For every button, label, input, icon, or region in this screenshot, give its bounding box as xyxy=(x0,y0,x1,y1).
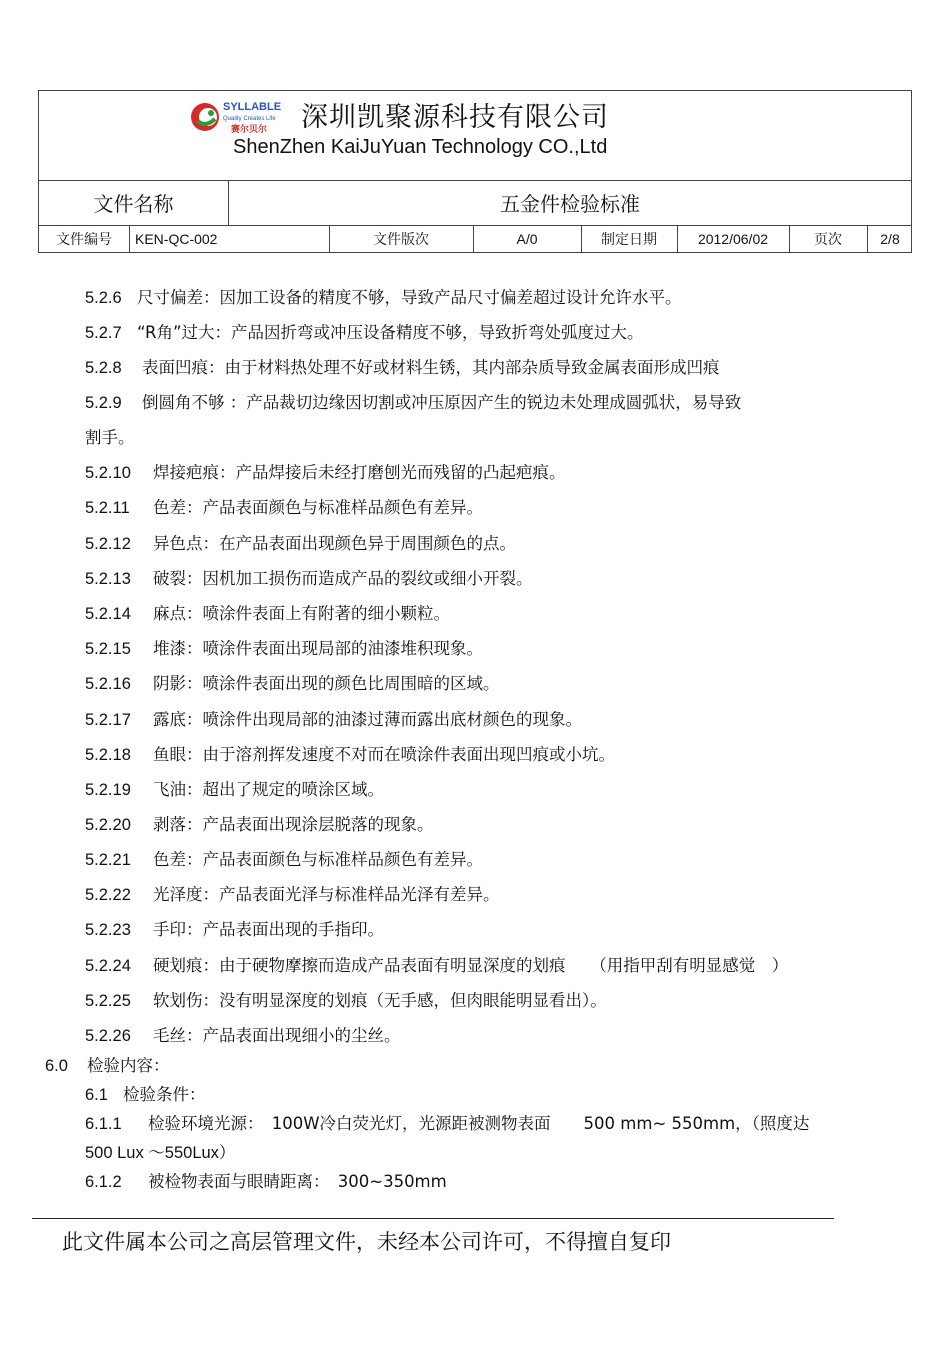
list-item: 5.2.19 飞油：超出了规定的喷涂区域。 xyxy=(85,780,384,799)
doc-name-label: 文件名称 xyxy=(93,192,174,216)
page-value: 2/8 xyxy=(880,231,900,247)
list-item: 5.2.23 手印：产品表面出现的手指印。 xyxy=(85,920,384,939)
list-item: 5.2.21 色差：产品表面颜色与标准样品颜色有差异。 xyxy=(85,850,483,869)
list-item: 5.2.20 剥落：产品表面出现涂层脱落的现象。 xyxy=(85,815,434,834)
version-value: A/0 xyxy=(516,231,538,247)
section-heading: 6.0 检验内容： xyxy=(45,1056,170,1075)
list-item: 5.2.17 露底：喷涂件出现局部的油漆过薄而露出底材颜色的现象。 xyxy=(85,710,582,729)
doc-no-label: 文件编号 xyxy=(56,232,112,248)
svg-text:赛尔贝尔: 赛尔贝尔 xyxy=(231,125,268,135)
list-item: 6.1.2 被检物表面与眼睛距离： 300~350mm xyxy=(85,1172,447,1191)
list-item: 5.2.26 毛丝：产品表面出现细小的尘丝。 xyxy=(85,1026,401,1045)
list-item: 5.2.11 色差：产品表面颜色与标准样品颜色有差异。 xyxy=(85,498,483,517)
list-item: 5.2.15 堆漆：喷涂件表面出现局部的油漆堆积现象。 xyxy=(85,639,483,658)
doc-no-value: KEN-QC-002 xyxy=(135,231,218,247)
list-item: 5.2.10 焊接疤痕：产品焊接后未经打磨刨光而残留的凸起疤痕。 xyxy=(85,463,566,482)
footer-notice: 此文件属本公司之高层管理文件，未经本公司许可，不得擅自复印 xyxy=(62,1230,671,1254)
version-label: 文件版次 xyxy=(373,232,429,248)
list-item: 5.2.13 破裂：因机加工损伤而造成产品的裂纹或细小开裂。 xyxy=(85,569,533,588)
list-item-continuation: 500 Lux ～550Lux） xyxy=(85,1144,236,1162)
list-item: 6.1.1 检验环境光源： 100W冷白荧光灯，光源距被测物表面 500 mm~ 550mm，（照度达 xyxy=(85,1114,810,1133)
syllable-logo-icon xyxy=(191,103,219,131)
date-label: 制定日期 xyxy=(601,232,657,248)
list-item: 5.2.24 硬划痕：由于硬物摩擦而造成产品表面有明显深度的划痕 （用指甲刮有明显感觉 ） xyxy=(85,956,789,975)
subsection-heading: 6.1 检验条件： xyxy=(85,1085,206,1104)
list-item: 5.2.6 尺寸偏差：因加工设备的精度不够，导致产品尺寸偏差超过设计允许水平。 xyxy=(85,288,682,307)
company-logo xyxy=(189,97,299,137)
document-header xyxy=(38,90,912,253)
doc-name-value: 五金件检验标准 xyxy=(500,192,640,216)
svg-text:SYLLABLE: SYLLABLE xyxy=(223,101,282,113)
list-item-continuation: 割手。 xyxy=(85,428,135,447)
list-item: 5.2.8 表面凹痕：由于材料热处理不好或材料生锈，其内部杂质导致金属表面形成凹痕 xyxy=(85,358,720,377)
company-name-en: ShenZhen KaiJuYuan Technology CO.,Ltd xyxy=(233,136,608,158)
list-item: 5.2.18 鱼眼：由于溶剂挥发速度不对而在喷涂件表面出现凹痕或小坑。 xyxy=(85,745,615,764)
footer-divider xyxy=(32,1218,834,1219)
svg-text:Quality Creates Life: Quality Creates Life xyxy=(223,116,276,122)
company-name-cn: 深圳凯聚源科技有限公司 xyxy=(301,102,609,133)
page-label: 页次 xyxy=(814,232,842,248)
list-item: 5.2.25 软划伤：没有明显深度的划痕（无手感，但肉眼能明显看出）。 xyxy=(85,991,607,1010)
list-item: 5.2.7 “R角”过大：产品因折弯或冲压设备精度不够，导致折弯处弧度过大。 xyxy=(85,323,644,342)
list-item: 5.2.16 阴影：喷涂件表面出现的颜色比周围暗的区域。 xyxy=(85,674,500,693)
list-item: 5.2.12 异色点：在产品表面出现颜色异于周围颜色的点。 xyxy=(85,534,516,553)
list-item: 5.2.14 麻点：喷涂件表面上有附著的细小颗粒。 xyxy=(85,604,450,623)
list-item: 5.2.22 光泽度：产品表面光泽与标准样品光泽有差异。 xyxy=(85,885,500,904)
list-item: 5.2.9 倒圆角不够 ：产品裁切边缘因切割或冲压原因产生的锐边未处理成圆弧状，易导致 xyxy=(85,393,742,412)
date-value: 2012/06/02 xyxy=(697,231,769,247)
